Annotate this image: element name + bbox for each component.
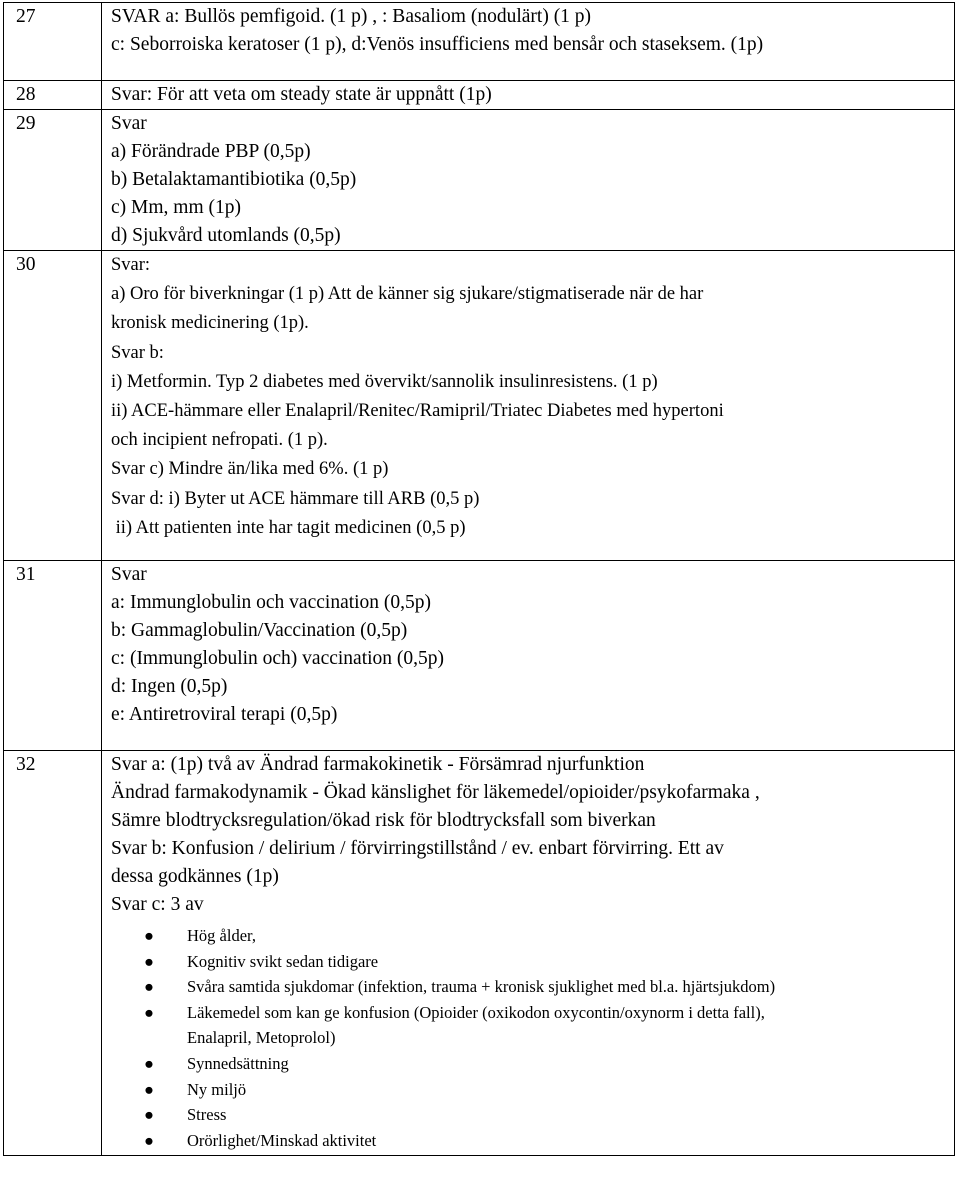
- question-number: 32: [16, 754, 36, 776]
- answer-row-28: [4, 81, 955, 110]
- bullet-text: Orörlighet/Minskad aktivitet: [187, 1130, 377, 1150]
- answer-line: a) Förändrade PBP (0,5p): [111, 141, 311, 162]
- bullet-item: [144, 1000, 954, 1051]
- answer-content: [102, 251, 955, 561]
- answer-table: [3, 2, 955, 1156]
- answer-line: Svar: [111, 564, 147, 586]
- bullet-item: [144, 1128, 954, 1154]
- answer-content: [102, 81, 955, 110]
- answer-line: Svar d: i) Byter ut ACE hämmare till ARB (0,5 p): [111, 488, 480, 509]
- answer-line: Svar b:: [111, 342, 164, 363]
- answer-line: c: (Immunglobulin och) vaccination (0,5p): [111, 648, 445, 670]
- question-number: 27: [16, 6, 36, 27]
- bullet-text: Synnedsättning: [187, 1054, 289, 1073]
- answer-line: Svar:: [111, 255, 151, 275]
- bullet-text: Kognitiv svikt sedan tidigare: [187, 951, 379, 971]
- question-number: 29: [16, 113, 36, 134]
- bullet-text-continued: Enalapril, Metoprolol): [187, 1028, 336, 1048]
- answer-line: SVAR a: Bullös pemfigoid. (1 p) , : Basaliom (nodulärt) (1 p): [111, 6, 592, 27]
- question-number: 30: [16, 254, 36, 275]
- answer-line: ii) Att patienten inte har tagit medicinen (0,5 p): [111, 517, 466, 538]
- bullet-icon: ●: [144, 951, 154, 971]
- answer-line: i) Metformin. Typ 2 diabetes med övervikt/sannolik insulinresistens. (1 p): [111, 371, 658, 392]
- answer-line: Svar c) Mindre än/lika med 6%. (1 p): [111, 459, 389, 480]
- bullet-text: Stress: [187, 1105, 227, 1125]
- answer-line: ii) ACE-hämmare eller Enalapril/Renitec/Ramipril/Triatec Diabetes med hypertoni: [111, 401, 724, 422]
- answer-row-32: [4, 751, 955, 1156]
- bullet-item: [144, 1102, 954, 1128]
- bullet-text: Ny miljö: [187, 1079, 247, 1099]
- answer-line: Ändrad farmakodynamik - Ökad känslighet för läkemedel/opioider/psykofarmaka ,: [111, 782, 760, 804]
- answer-content: [102, 751, 955, 1156]
- bullet-icon: ●: [144, 1105, 154, 1125]
- bullet-icon: ●: [144, 1002, 154, 1022]
- answer-content: [102, 3, 955, 81]
- bullet-text: Svåra samtida sjukdomar (infektion, trauma + kronisk sjuklighet med bl.a. hjärtsjukdom): [187, 977, 776, 997]
- answer-line: d: Ingen (0,5p): [111, 676, 228, 698]
- bullet-icon: ●: [144, 1130, 154, 1150]
- answer-row-31: [4, 561, 955, 751]
- answer-content: [102, 561, 955, 751]
- answer-line: b: Gammaglobulin/Vaccination (0,5p): [111, 620, 408, 642]
- answer-line: Svar: [111, 113, 147, 134]
- bullet-list: [111, 919, 954, 1155]
- bullet-text: Läkemedel som kan ge konfusion (Opioider (oxikodon oxycontin/oxynorm i detta fall),: [187, 1002, 765, 1022]
- bullet-item: [144, 949, 954, 975]
- bullet-icon: ●: [144, 1079, 154, 1099]
- answer-line: Sämre blodtrycksregulation/ökad risk för blodtrycksfall som biverkan: [111, 810, 656, 832]
- answer-row-27: [4, 3, 955, 81]
- answer-line: a) Oro för biverkningar (1 p) Att de känner sig sjukare/stigmatiserade när de har: [111, 284, 704, 305]
- answer-line: Svar b: Konfusion / delirium / förvirringstillstånd / ev. enbart förvirring. Ett av: [111, 838, 724, 860]
- answer-line: Svar a: (1p) två av Ändrad farmakokinetik - Försämrad njurfunktion: [111, 754, 645, 776]
- answer-line: kronisk medicinering (1p).: [111, 313, 309, 334]
- answer-line: Svar c: 3 av: [111, 894, 204, 916]
- answer-line: dessa godkännes (1p): [111, 866, 279, 888]
- answer-line: d) Sjukvård utomlands (0,5p): [111, 225, 341, 246]
- bullet-item: [144, 1077, 954, 1103]
- answer-line: och incipient nefropati. (1 p).: [111, 430, 328, 451]
- bullet-text: Hög ålder,: [187, 926, 256, 946]
- bullet-item: [144, 923, 954, 949]
- answer-line: Svar: För att veta om steady state är uppnått (1p): [111, 84, 492, 105]
- bullet-item: [144, 1051, 954, 1077]
- bullet-icon: ●: [144, 1054, 154, 1073]
- answer-row-29: [4, 110, 955, 251]
- bullet-icon: ●: [144, 926, 154, 946]
- bullet-item: [144, 974, 954, 1000]
- answer-line: c: Seborroiska keratoser (1 p), d:Venös insufficiens med bensår och staseksem. (1p): [111, 34, 764, 55]
- question-number: 28: [16, 84, 36, 105]
- answer-line: a: Immunglobulin och vaccination (0,5p): [111, 592, 432, 614]
- answer-content: [102, 110, 955, 251]
- bullet-icon: ●: [144, 977, 154, 997]
- answer-line: c) Mm, mm (1p): [111, 197, 241, 218]
- answer-line: b) Betalaktamantibiotika (0,5p): [111, 169, 357, 190]
- answer-row-30: [4, 251, 955, 561]
- answer-line: e: Antiretroviral terapi (0,5p): [111, 704, 338, 726]
- question-number: 31: [16, 564, 36, 586]
